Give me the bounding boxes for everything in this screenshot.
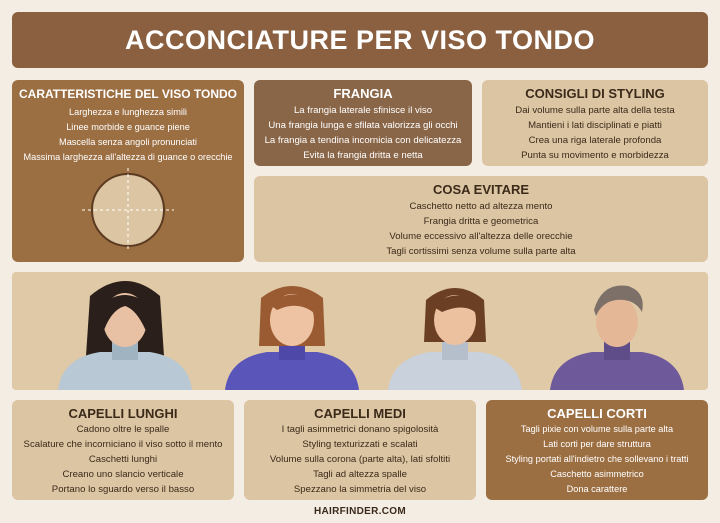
list-item: Styling portati all'indietro che sollevano i tratti xyxy=(505,454,689,464)
pixie-hair-portrait xyxy=(542,276,692,390)
bob-hair-portrait xyxy=(380,276,530,390)
list-item: Evita la frangia dritta e netta xyxy=(303,150,423,161)
list-item: Portano lo sguardo verso il basso xyxy=(51,484,195,495)
list-item: Scalature che incorniciano il viso sotto il mento xyxy=(23,439,223,450)
long-hair-heading: CAPELLI LUNGHI xyxy=(68,406,178,421)
list-item: La frangia laterale sfinisce il viso xyxy=(293,105,433,116)
header-banner xyxy=(12,12,708,68)
list-item: Frangia dritta e geometrica xyxy=(423,216,539,227)
fringe-panel xyxy=(254,80,472,166)
list-item: Volume sulla corona (parte alta), lati sfoltiti xyxy=(269,454,451,465)
round-face-diagram-icon xyxy=(12,168,244,258)
styling-heading: CONSIGLI DI STYLING xyxy=(525,86,665,101)
short-hair-panel xyxy=(486,400,708,500)
avoid-panel xyxy=(254,176,708,262)
list-item: Mantieni i lati disciplinati e piatti xyxy=(528,120,662,131)
list-item: Punta su movimento e morbidezza xyxy=(521,150,669,161)
characteristics-list xyxy=(12,105,244,165)
styling-panel xyxy=(482,80,708,166)
footer-credit: HAIRFINDER.COM xyxy=(314,506,406,517)
list-item: Tagli ad altezza spalle xyxy=(313,469,407,480)
list-item: Dona carattere xyxy=(566,484,628,494)
list-item: Cadono oltre le spalle xyxy=(76,424,170,435)
list-item: Linee morbide e guance piene xyxy=(66,122,190,132)
short-hair-list xyxy=(486,422,708,497)
long-hair-portrait xyxy=(50,276,200,390)
styling-list xyxy=(482,103,708,163)
short-hair-heading: CAPELLI CORTI xyxy=(547,406,647,421)
medium-hair-panel xyxy=(244,400,476,500)
avoid-list xyxy=(254,199,708,259)
list-item: Creano uno slancio verticale xyxy=(62,469,184,480)
list-item: Spezzano la simmetria del viso xyxy=(293,484,427,495)
long-hair-list xyxy=(12,422,234,497)
characteristics-heading: CARATTERISTICHE DEL VISO TONDO xyxy=(18,87,237,101)
list-item: Tagli cortissimi senza volume sulla parte alta xyxy=(386,246,576,257)
fringe-heading: FRANGIA xyxy=(333,86,393,101)
list-item: Larghezza e lunghezza simili xyxy=(69,107,187,117)
medium-hair-portrait xyxy=(217,276,367,390)
list-item: Una frangia lunga e sfilata valorizza gli occhi xyxy=(268,120,458,131)
list-item: Caschetto asimmetrico xyxy=(550,469,644,479)
list-item: Volume eccessivo all'altezza delle orecchie xyxy=(389,231,573,242)
list-item: Massima larghezza all'altezza di guance o orecchie xyxy=(23,152,233,162)
list-item: Crea una riga laterale profonda xyxy=(528,135,662,146)
list-item: Styling texturizzati e scalati xyxy=(302,439,418,450)
list-item: Caschetto netto ad altezza mento xyxy=(409,201,553,212)
list-item: La frangia a tendina incornicia con delicatezza xyxy=(264,135,462,146)
hairstyle-portraits xyxy=(12,272,708,390)
list-item: Caschetti lunghi xyxy=(88,454,158,465)
long-hair-panel xyxy=(12,400,234,500)
medium-hair-list xyxy=(244,422,476,497)
list-item: Mascella senza angoli pronunciati xyxy=(59,137,197,147)
medium-hair-heading: CAPELLI MEDI xyxy=(314,406,406,421)
page-title: ACCONCIATURE PER VISO TONDO xyxy=(124,25,596,55)
characteristics-panel xyxy=(12,80,244,262)
list-item: Tagli pixie con volume sulla parte alta xyxy=(520,424,674,434)
list-item: I tagli asimmetrici donano spigolosità xyxy=(281,424,439,435)
fringe-list xyxy=(254,103,472,163)
list-item: Lati corti per dare struttura xyxy=(543,439,651,449)
avoid-heading: COSA EVITARE xyxy=(432,182,530,197)
list-item: Dai volume sulla parte alta della testa xyxy=(515,105,675,116)
